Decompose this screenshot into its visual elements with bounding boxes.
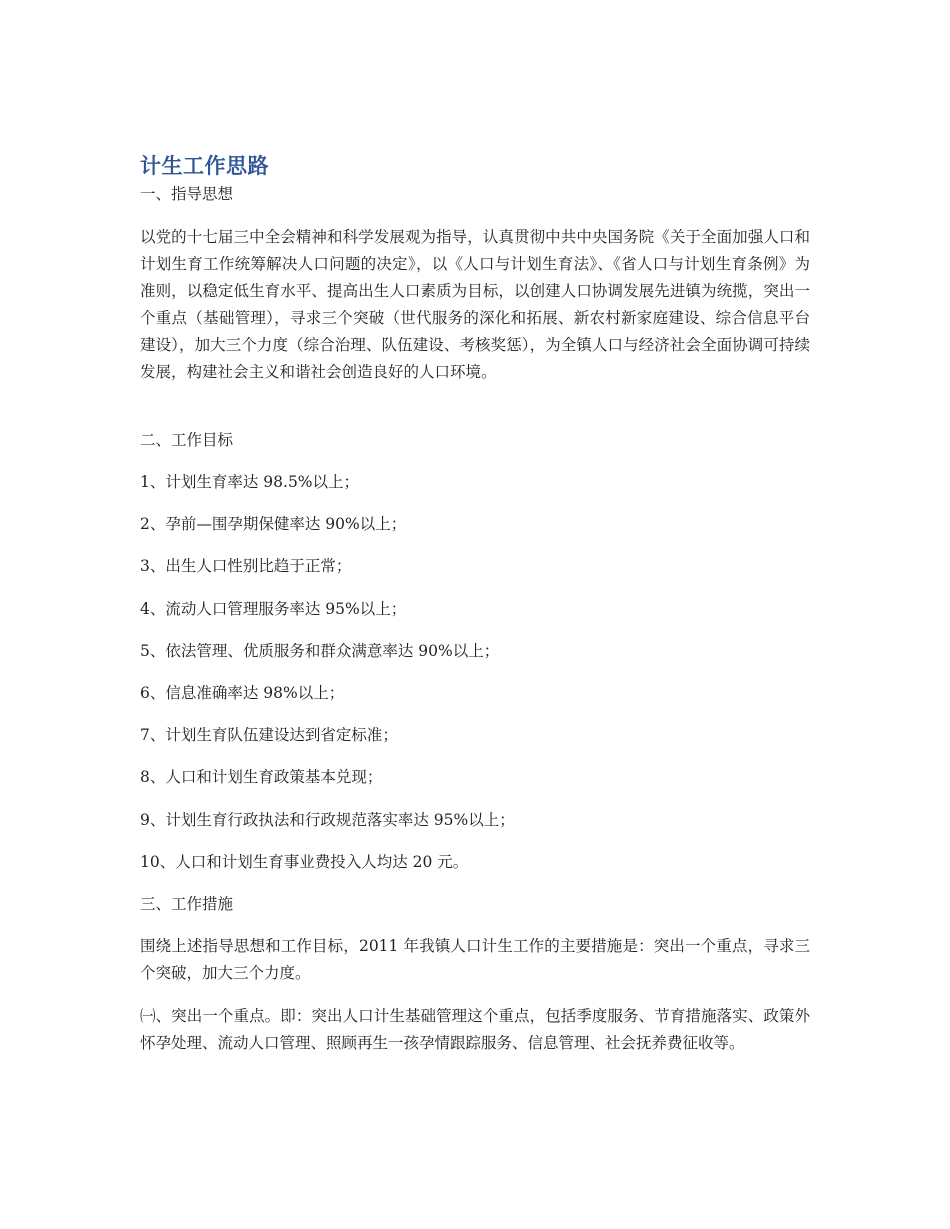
- measures-intro-paragraph: 围绕上述指导思想和工作目标，2011 年我镇人口计生工作的主要措施是：突出一个重点，寻求三个突破，加大三个力度。: [140, 937, 810, 982]
- section-heading-work-goals: 二、工作目标: [140, 431, 234, 449]
- goal-item-5: 5、依法管理、优质服务和群众满意率达 90%以上；: [140, 642, 500, 660]
- guiding-thought-paragraph: 以党的十七届三中全会精神和科学发展观为指导，认真贯彻中共中央国务院《关于全面加强人口和计划生育工作统筹解决人口问题的决定》，以《人口与计划生育法》、《省人口与计划生育条例》为准则，以稳定低生育水平、提高出生人口素质为目标，以创建人口协调发展先进镇为统揽，突出一个重点（基础管理），寻求三个突破（世代服务的深化和拓展、新农村新家庭建设、综合信息平台建设），加大三个力度（综合治理、队伍建设、考核奖惩），为全镇人口与经济社会全面协调可持续发展，构建社会主义和谐社会创造良好的人口环境。: [140, 228, 810, 381]
- goal-item-9: 9、计划生育行政执法和行政规范落实率达 95%以上；: [140, 811, 515, 829]
- goal-item-3: 3、出生人口性别比趋于正常；: [140, 557, 352, 575]
- section-heading-guiding-thought: 一、指导思想: [140, 185, 234, 203]
- goal-item-6: 6、信息准确率达 98%以上；: [140, 684, 345, 702]
- goal-item-7: 7、计划生育队伍建设达到省定标准；: [140, 726, 398, 744]
- goal-item-4: 4、流动人口管理服务率达 95%以上；: [140, 600, 407, 618]
- section-heading-work-measures: 三、工作措施: [140, 895, 234, 913]
- goal-item-10: 10、人口和计划生育事业费投入人均达 20 元。: [140, 853, 469, 871]
- measures-focus-paragraph: ㈠、突出一个重点。即：突出人口计生基础管理这个重点，包括季度服务、节育措施落实、政策外怀孕处理、流动人口管理、照顾再生一孩孕情跟踪服务、信息管理、社会抚养费征收等。: [140, 1007, 810, 1052]
- goal-item-1: 1、计划生育率达 98.5%以上；: [140, 473, 360, 491]
- document-title: 计生工作思路: [140, 154, 269, 178]
- goal-item-2: 2、孕前—围孕期保健率达 90%以上；: [140, 515, 407, 533]
- goal-item-8: 8、人口和计划生育政策基本兑现；: [140, 768, 383, 786]
